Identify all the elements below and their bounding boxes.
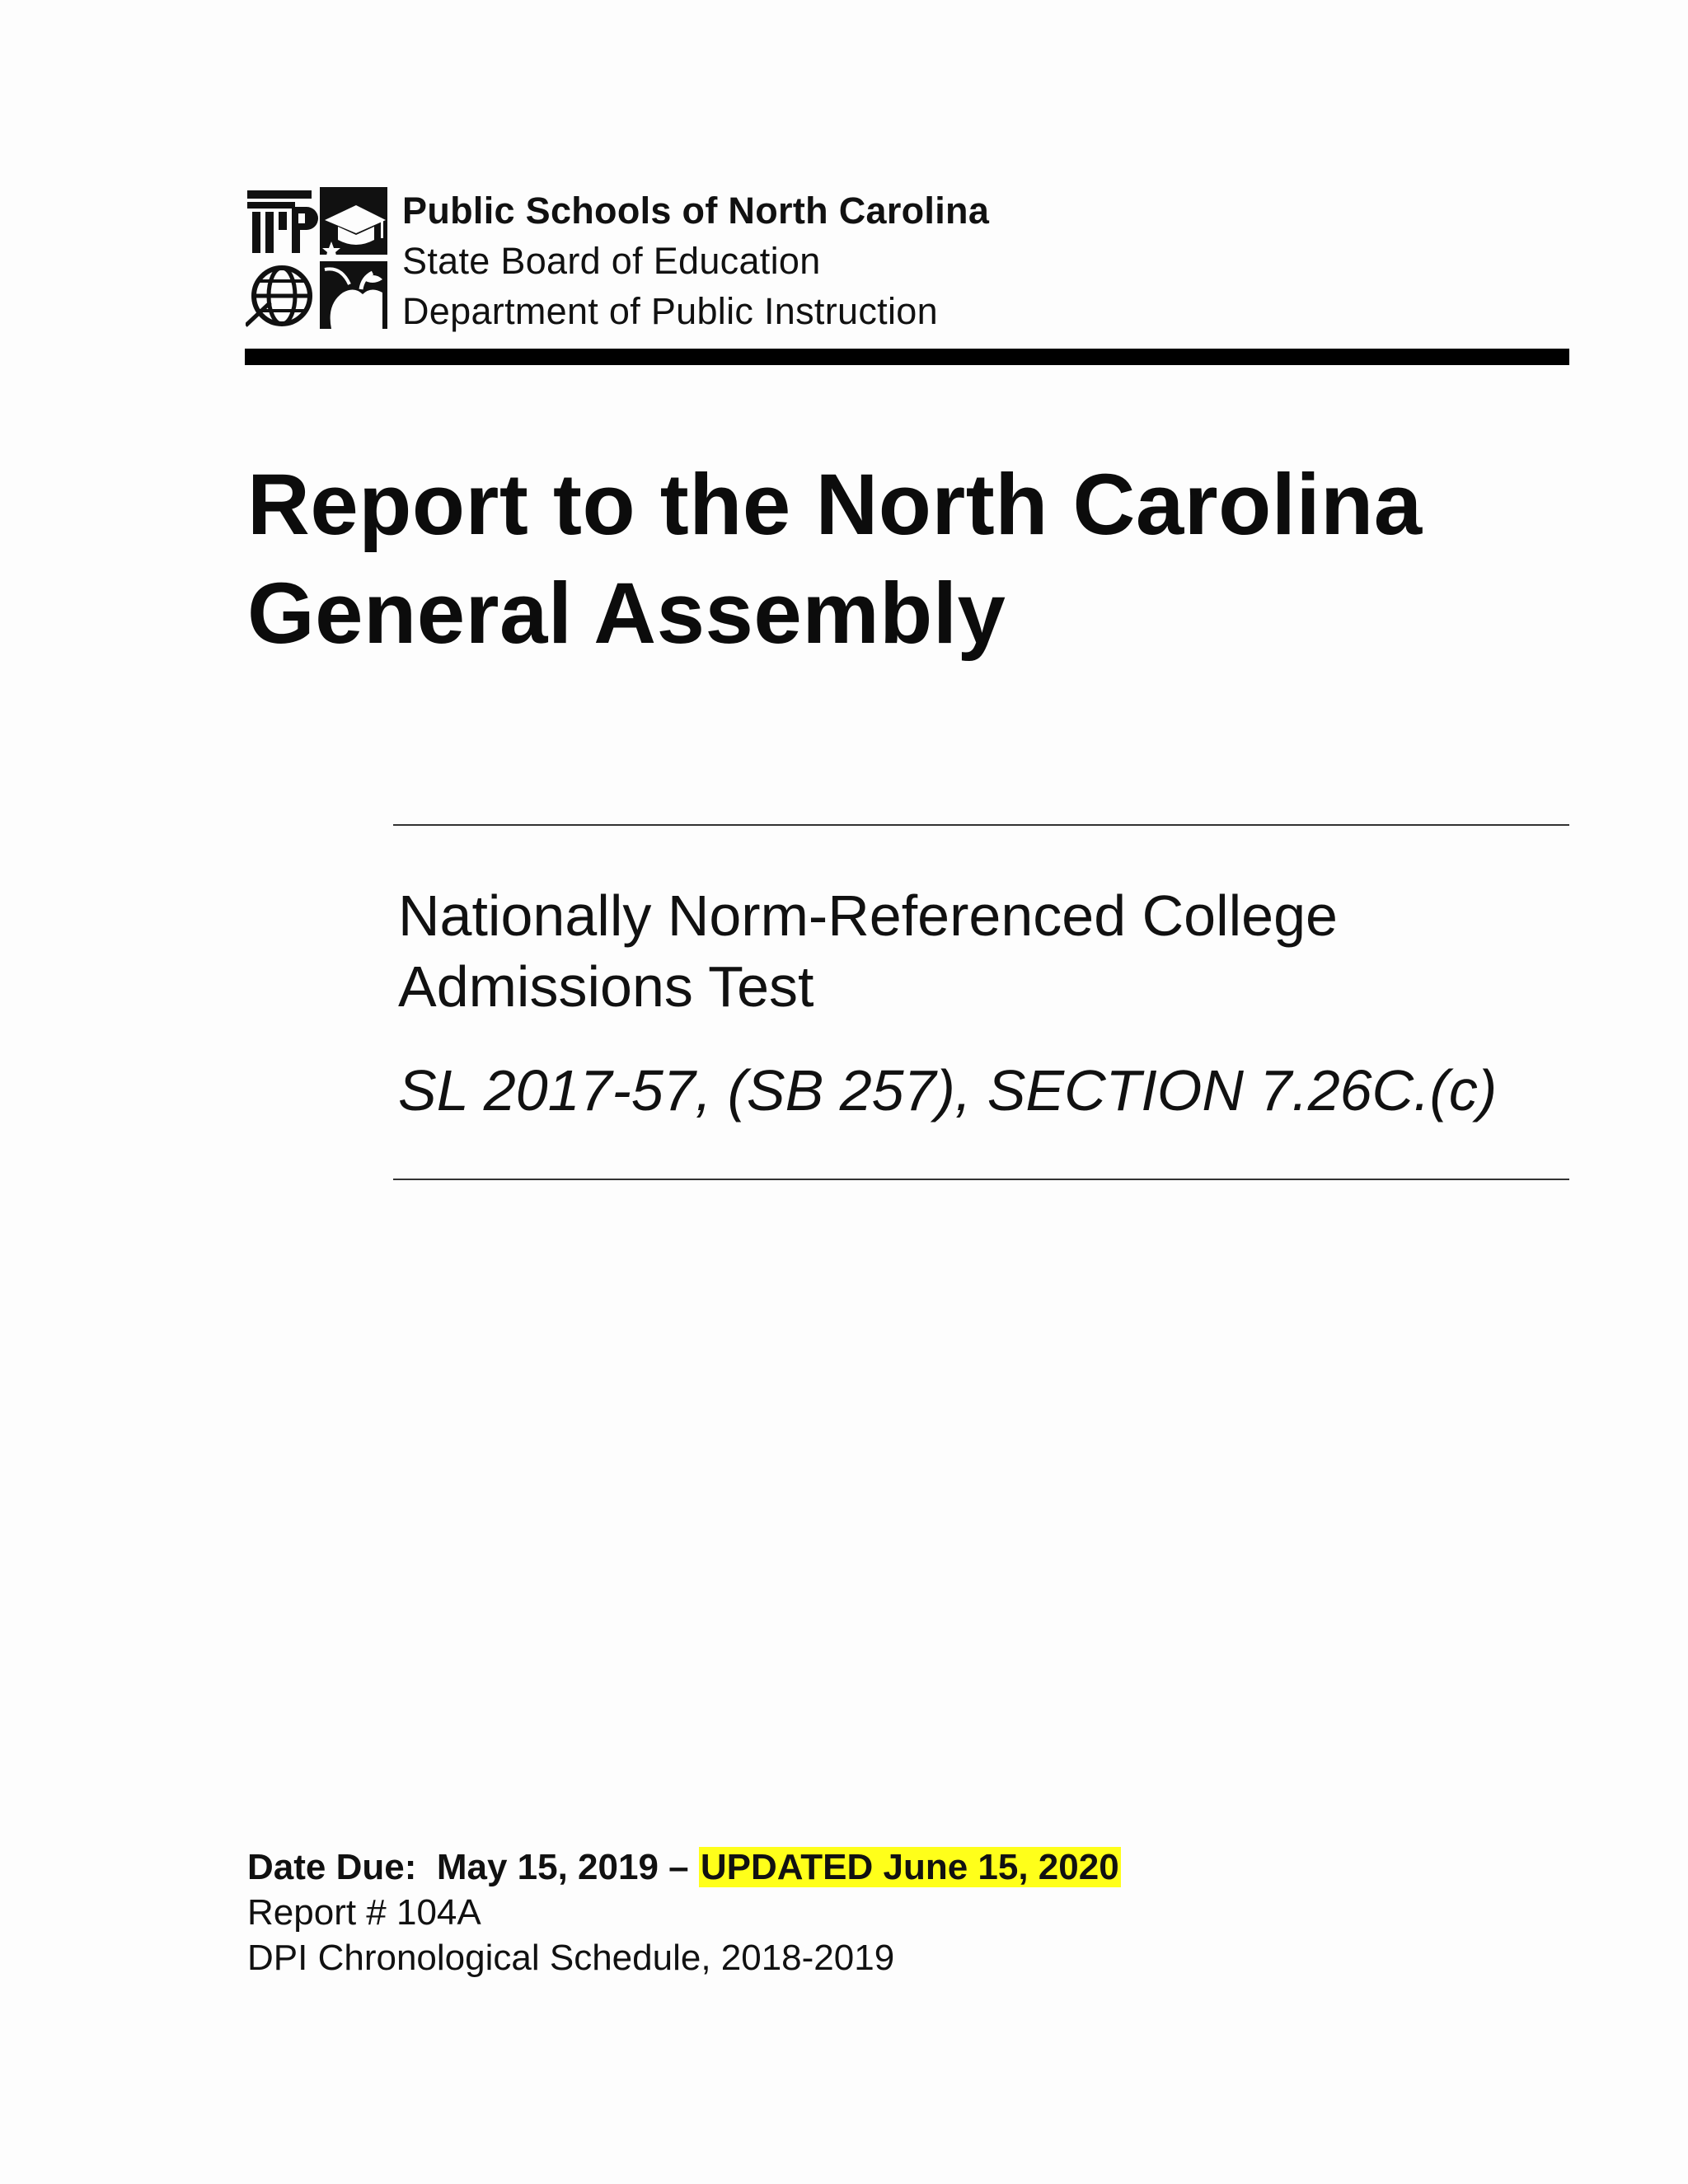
- chronological-schedule: DPI Chronological Schedule, 2018-2019: [247, 1938, 895, 1978]
- org-name: Public Schools of North Carolina: [402, 190, 990, 232]
- graduation-cap-icon: [320, 187, 387, 259]
- header: [246, 185, 1573, 334]
- report-meta: [247, 1844, 1121, 1980]
- header-rule: [245, 349, 1569, 365]
- report-subject: [398, 880, 1568, 1022]
- title-line-2: General Assembly: [247, 565, 1006, 662]
- legislation-citation: SL 2017-57, (SB 257), SECTION 7.26C.(c): [398, 1058, 1498, 1122]
- updated-date-highlight: UPDATED June 15, 2020: [700, 1847, 1119, 1887]
- columns-icon: [246, 187, 318, 255]
- due-date-line: [247, 1844, 1121, 1890]
- subject-line-1: Nationally Norm-Referenced College: [398, 883, 1338, 948]
- board-name: State Board of Education: [402, 240, 821, 282]
- org-lines: [402, 185, 989, 336]
- subject-rule-bottom: [393, 1179, 1569, 1180]
- report-number: Report # 104A: [247, 1892, 481, 1933]
- due-date: May 15, 2019 –: [436, 1847, 689, 1887]
- subject-line-2: Admissions Test: [398, 954, 814, 1019]
- subject-rule-top: [393, 824, 1569, 826]
- globe-icon: [246, 261, 313, 329]
- title-line-1: Report to the North Carolina: [247, 457, 1423, 553]
- page-title: [247, 451, 1582, 668]
- department-name: Department of Public Instruction: [402, 290, 938, 332]
- apple-icon: [320, 261, 387, 329]
- due-label: Date Due:: [247, 1847, 417, 1887]
- nc-dpi-logo: [246, 187, 387, 329]
